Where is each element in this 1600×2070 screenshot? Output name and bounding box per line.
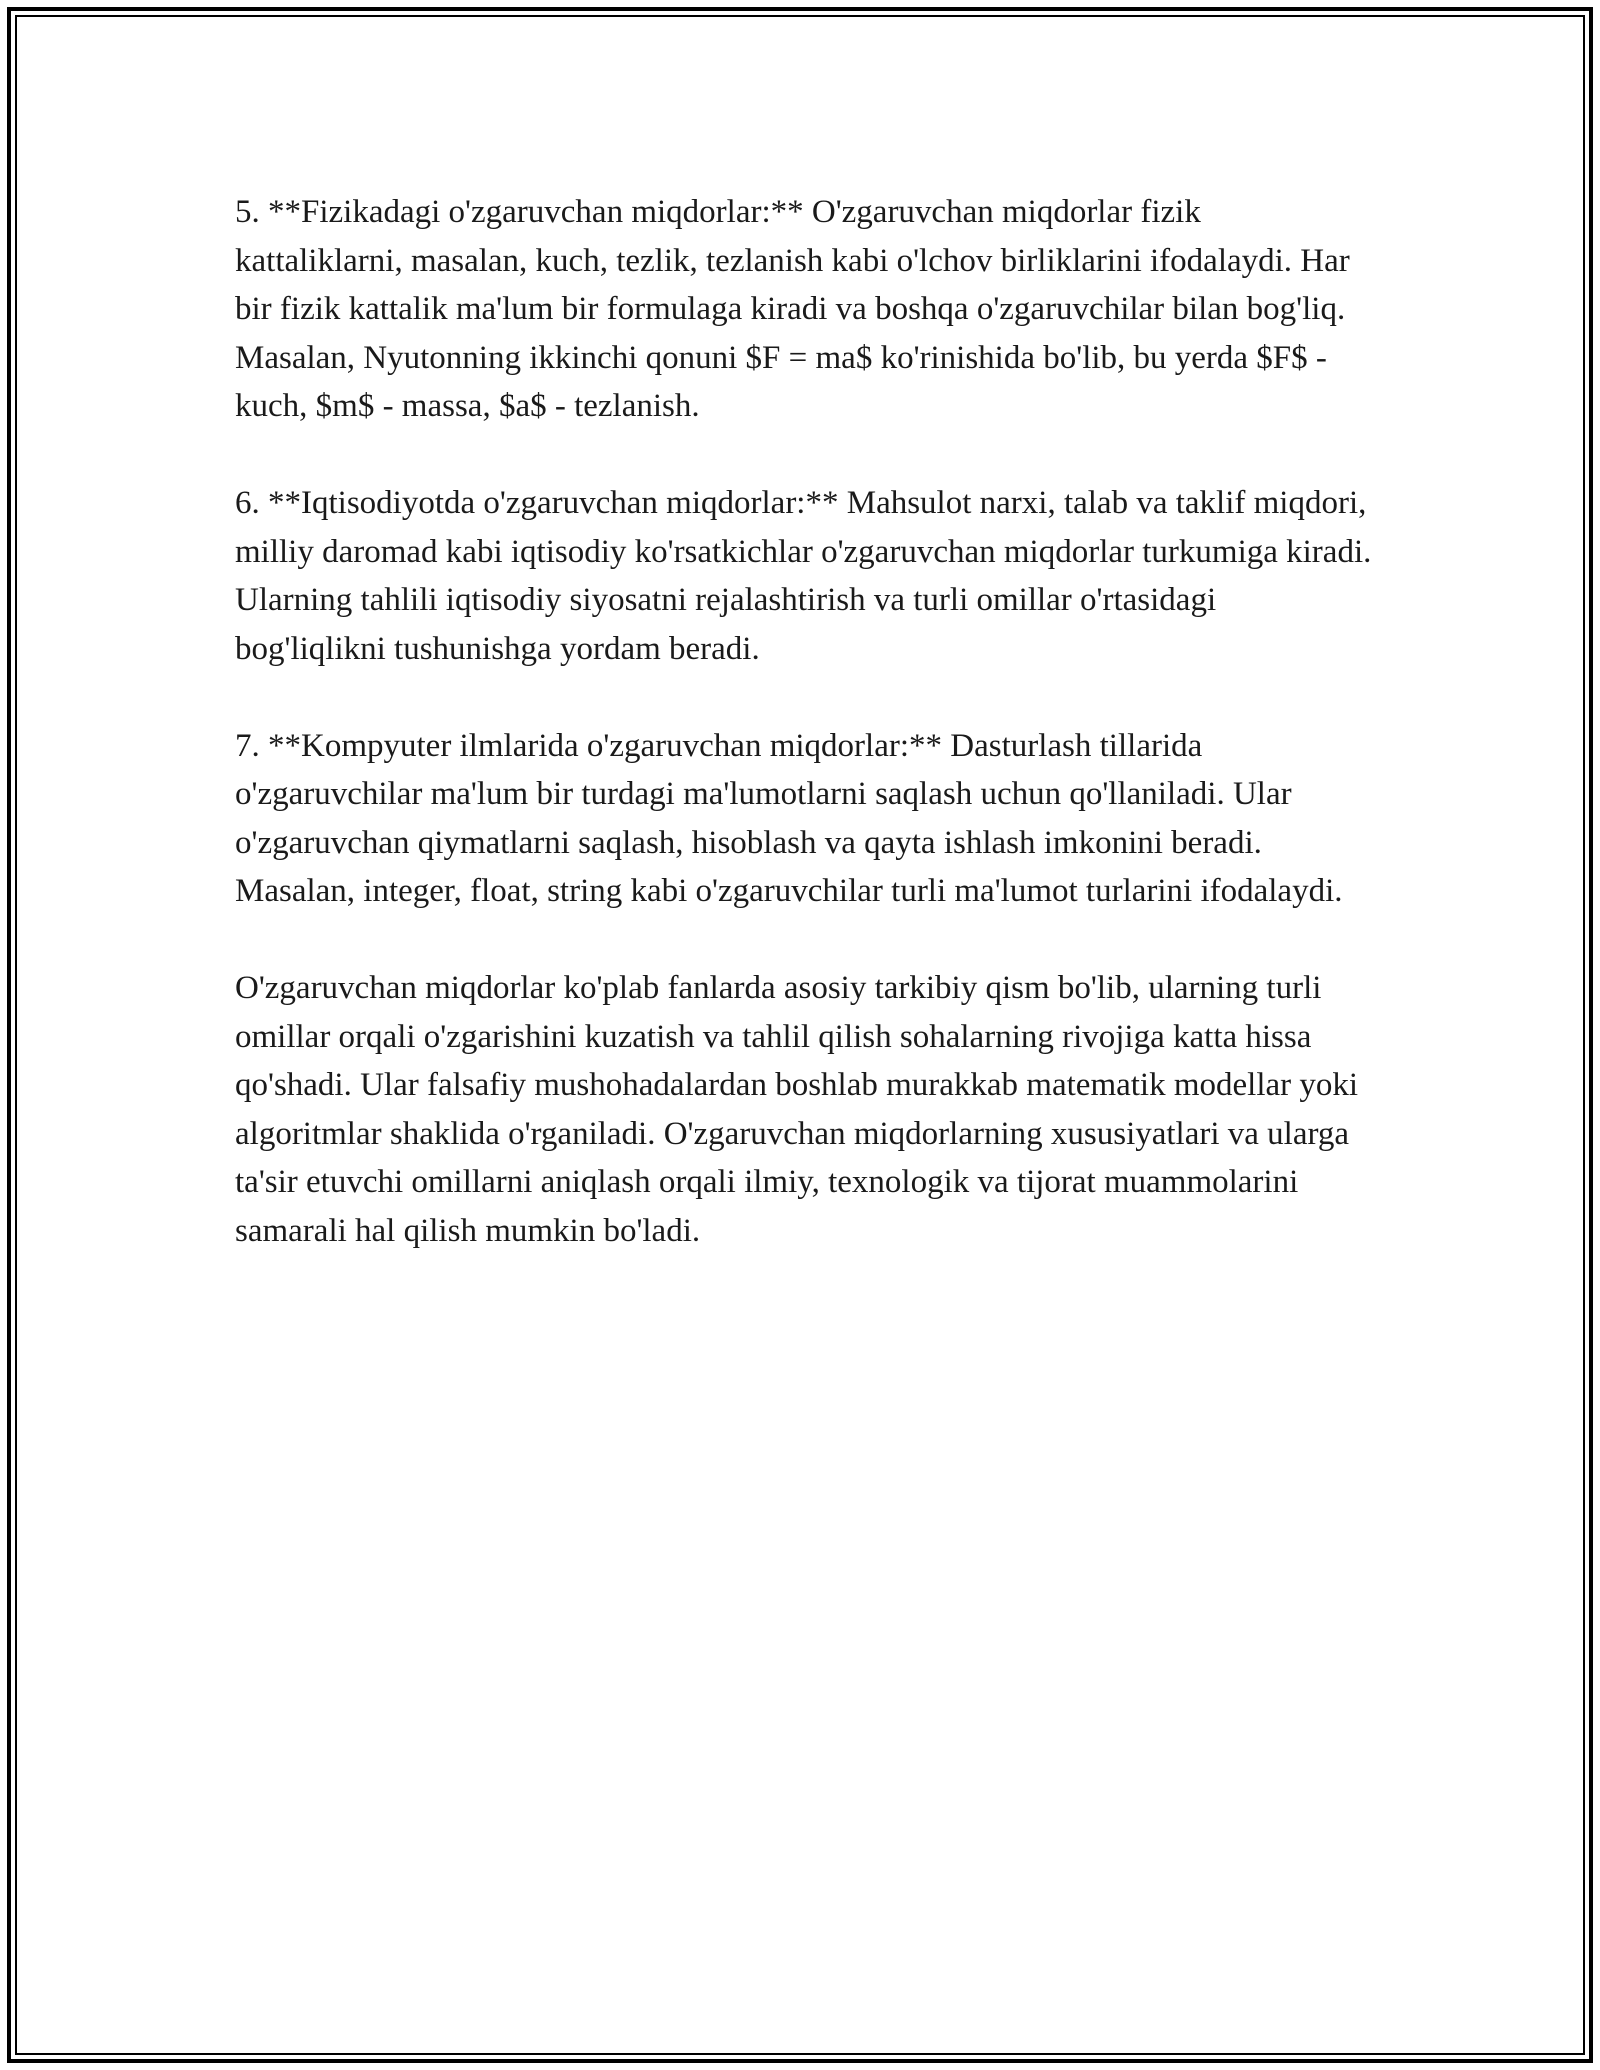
paragraph-economics: 6. **Iqtisodiyotda o'zgaruvchan miqdorlar:** Mahsulot narxi, talab va taklif miqdori, milliy daromad kabi iqtisodiy ko'rsatkichlar o'zgaruvchan miqdorlar turkumiga kiradi. Ularning tahlili iqtisodiy siyosatni rejalashtirish va turli omillar o'rtasidagi bog'liqlikni tushunishga yordam beradi. [235,485,1372,667]
document-body [235,188,1375,1304]
paragraph-physics: 5. **Fizikadagi o'zgaruvchan miqdorlar:** O'zgaruvchan miqdorlar fizik kattaliklarni, masalan, kuch, tezlik, tezlanish kabi o'lchov birliklarini ifodalaydi. Har bir fizik kattalik ma'lum bir formulaga kiradi va boshqa o'zgaruvchilar bilan bog'liq. Masalan, Nyutonning ikkinchi qonuni $F = ma$ ko'rinishida bo'lib, bu yerda $F$ - kuch, $m$ - massa, $a$ - tezlanish. [235,194,1350,424]
paragraph-conclusion: O'zgaruvchan miqdorlar ko'plab fanlarda asosiy tarkibiy qism bo'lib, ularning turli omillar orqali o'zgarishini kuzatish va tahlil qilish sohalarning rivojiga katta hissa qo'shadi. Ular falsafiy mushohadalardan boshlab murakkab matematik modellar yoki algoritmlar shaklida o'rganiladi. O'zgaruvchan miqdorlarning xususiyatlari va ularga ta'sir etuvchi omillarni aniqlash orqali ilmiy, texnologik va tijorat muammolarini samarali hal qilish mumkin bo'ladi. [235,970,1359,1249]
paragraph-computer-science: 7. **Kompyuter ilmlarida o'zgaruvchan miqdorlar:** Dasturlash tillarida o'zgaruvchilar ma'lum bir turdagi ma'lumotlarni saqlash uchun qo'llaniladi. Ular o'zgaruvchan qiymatlarni saqlash, hisoblash va qayta ishlash imkonini beradi. Masalan, integer, float, string kabi o'zgaruvchilar turli ma'lumot turlarini ifodalaydi. [235,727,1343,909]
